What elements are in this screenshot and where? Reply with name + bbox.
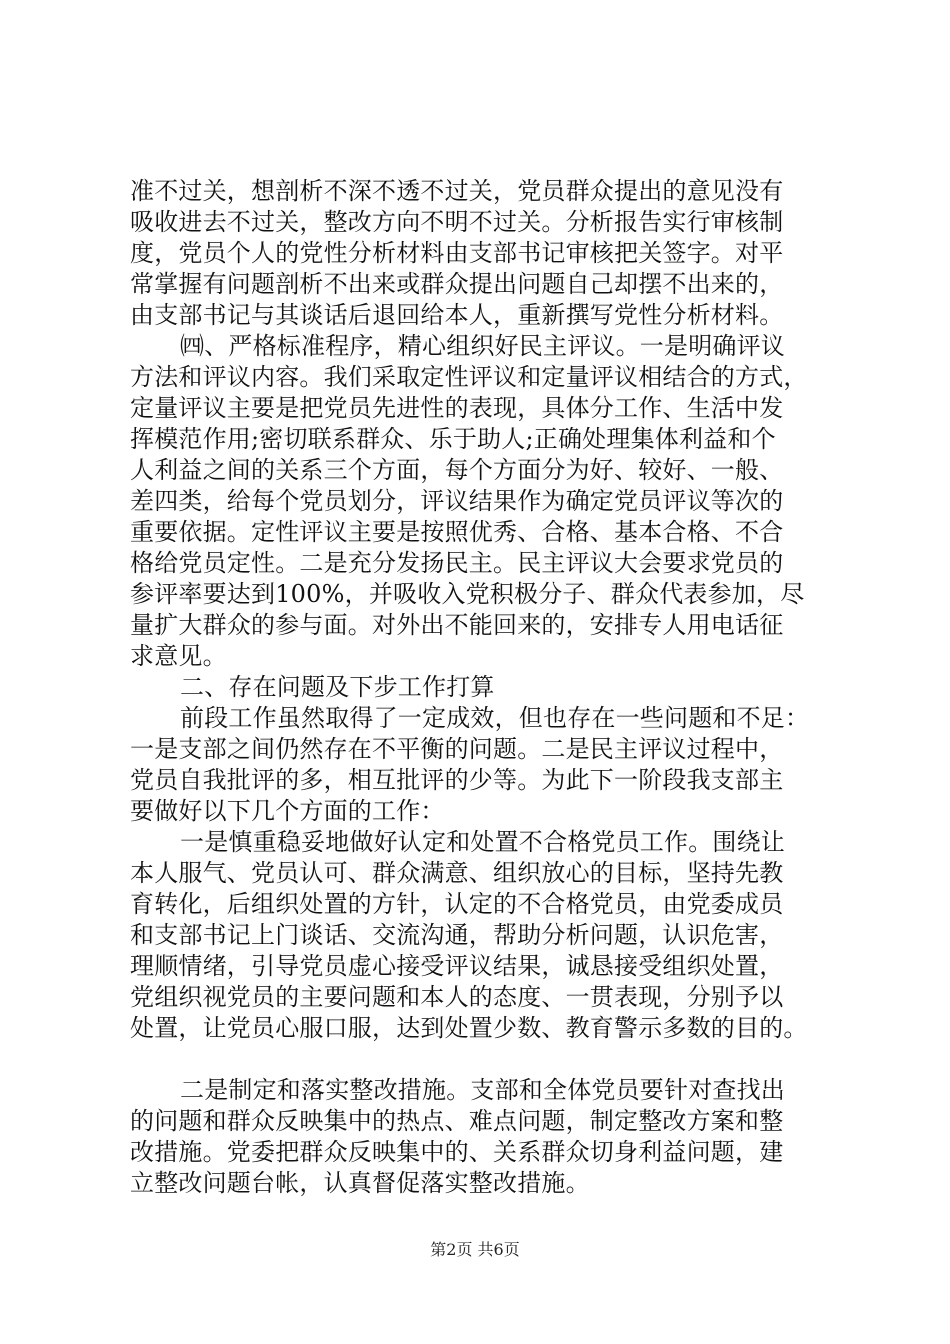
text-line: 理顺情绪，引导党员虚心接受评议结果，诚恳接受组织处置， — [130, 952, 784, 980]
text-line: 的问题和群众反映集中的热点、难点问题，制定整改方案和整 — [130, 1107, 784, 1135]
paragraph-gap — [130, 1044, 850, 1075]
text-line: 挥模范作用;密切联系群众、乐于助人;正确处理集体利益和个 — [130, 425, 776, 453]
text-line: 量扩大群众的参与面。对外出不能回来的，安排专人用电话征 — [130, 611, 784, 639]
document-body — [130, 176, 850, 1199]
text-line: 要做好以下几个方面的工作： — [130, 797, 445, 825]
text-line: 准不过关，想剖析不深不透不过关，党员群众提出的意见没有 — [130, 177, 784, 205]
text-line: 处置，让党员心服口服，达到处置少数、教育警示多数的目的。 — [130, 1014, 808, 1042]
text-line: 一是慎重稳妥地做好认定和处置不合格党员工作。围绕让 — [180, 828, 785, 856]
text-line: 育转化，后组织处置的方针，认定的不合格党员，由党委成员 — [130, 890, 784, 918]
text-line: 重要依据。定性评议主要是按照优秀、合格、基本合格、不合 — [130, 518, 784, 546]
text-line: ㈣、严格标准程序，精心组织好民主评议。一是明确评议 — [180, 332, 785, 360]
text-line: 格给党员定性。二是充分发扬民主。民主评议大会要求党员的 — [130, 549, 784, 577]
text-line: 党组织视党员的主要问题和本人的态度、一贯表现，分别予以 — [130, 983, 784, 1011]
text-line: 改措施。党委把群众反映集中的、关系群众切身利益问题，建 — [130, 1138, 784, 1166]
text-line: 求意见。 — [130, 642, 227, 670]
text-line: 度，党员个人的党性分析材料由支部书记审核把关签字。对平 — [130, 239, 784, 267]
text-line: 定量评议主要是把党员先进性的表现，具体分工作、生活中发 — [130, 394, 784, 422]
text-line: 由支部书记与其谈话后退回给本人，重新撰写党性分析材料。 — [130, 301, 784, 329]
text-line: 前段工作虽然取得了一定成效，但也存在一些问题和不足： — [180, 704, 810, 732]
section-heading: 二、存在问题及下步工作打算 — [180, 673, 495, 701]
text-line: 本人服气、党员认可、群众满意、组织放心的目标，坚持先教 — [130, 859, 784, 887]
text-line: 二是制定和落实整改措施。支部和全体党员要针对查找出 — [180, 1076, 785, 1104]
text-line: 常掌握有问题剖析不出来或群众提出问题自己却摆不出来的， — [130, 270, 784, 298]
text-line: 差四类，给每个党员划分，评议结果作为确定党员评议等次的 — [130, 487, 784, 515]
text-line: 参评率要达到100%，并吸收入党积极分子、群众代表参加，尽 — [130, 580, 805, 608]
text-line: 一是支部之间仍然存在不平衡的问题。二是民主评议过程中， — [130, 735, 784, 763]
text-line: 人利益之间的关系三个方面，每个方面分为好、较好、一般、 — [130, 456, 784, 484]
text-line: 和支部书记上门谈话、交流沟通，帮助分析问题，认识危害， — [130, 921, 784, 949]
text-line: 党员自我批评的多，相互批评的少等。为此下一阶段我支部主 — [130, 766, 784, 794]
page-footer: 第2页 共6页 — [430, 1240, 520, 1259]
text-line: 立整改问题台帐，认真督促落实整改措施。 — [130, 1169, 590, 1197]
text-line: 吸收进去不过关，整改方向不明不过关。分析报告实行审核制 — [130, 208, 784, 236]
text-line: 方法和评议内容。我们采取定性评议和定量评议相结合的方式， — [130, 363, 808, 391]
